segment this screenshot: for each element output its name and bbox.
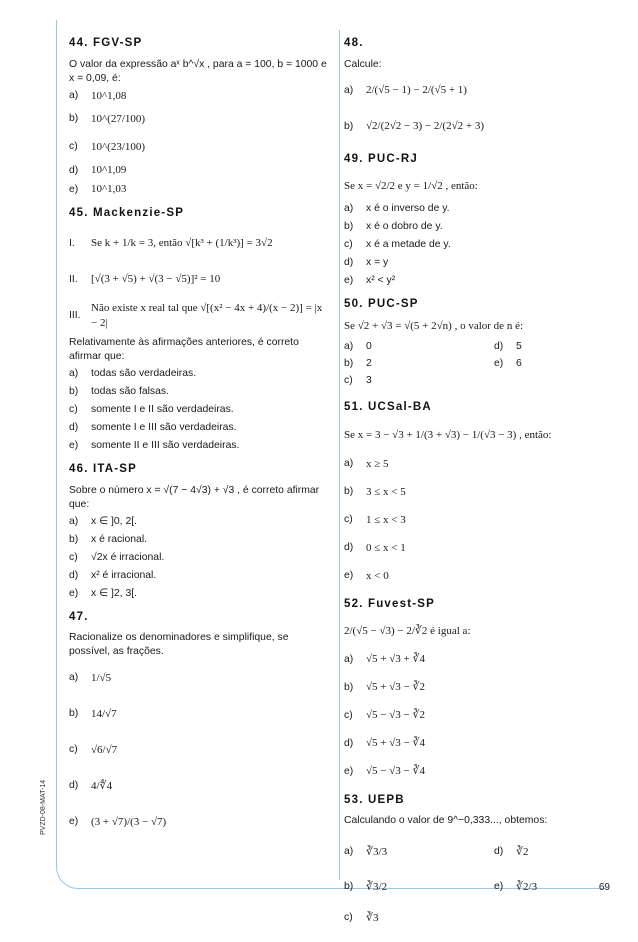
question-52: [344, 597, 596, 784]
option: b) todas são falsas.: [69, 385, 169, 397]
question-title: 51. UCSal-BA: [344, 400, 432, 413]
option: a) 2/(√5 − 1) − 2/(√5 + 1): [344, 84, 467, 97]
option: e) x² < y²: [344, 275, 396, 287]
question-46: [69, 462, 331, 601]
option: c) ∛3: [344, 911, 379, 924]
question-stem: Calculando o valor de 9^−0,333..., obtemos:: [344, 815, 548, 827]
question-title: 50. PUC-SP: [344, 298, 419, 311]
option: d) 0 ≤ x < 1: [344, 541, 406, 554]
question-45: [69, 206, 331, 453]
option: e) ∛2/3: [494, 880, 538, 893]
question-title: 53. UEPB: [344, 793, 405, 806]
column-divider: [339, 30, 340, 880]
option: e) x ∈ ]2, 3[.: [69, 587, 138, 599]
statement-item: III. Não existe x real tal que √[(x² − 4x + 4)/(x − 2)] = |x − 2|: [69, 301, 323, 329]
option: b) x é o dobro de y.: [344, 221, 443, 233]
question-51: [344, 400, 596, 589]
question-53: [344, 793, 596, 934]
option: d) somente I e III são verdadeiras.: [69, 421, 237, 433]
question-stem: Se x = √2/2 e y = 1/√2 , então:: [344, 179, 478, 192]
question-49: [344, 152, 596, 289]
question-44: [69, 36, 331, 197]
question-prompt: Relativamente às afirmações anteriores, é correto afirmar que:: [69, 336, 299, 362]
option: b) x é racional.: [69, 533, 148, 545]
option: b) 14/√7: [69, 708, 117, 721]
option: d) x² é irracional.: [69, 569, 157, 581]
options-grid: [344, 340, 596, 391]
page-number: 69: [598, 882, 610, 893]
question-47: [69, 610, 331, 839]
option: d) 4/∜4: [69, 780, 113, 793]
option: a) √5 + √3 + ∛4: [344, 653, 425, 666]
option: a) todas são verdadeiras.: [69, 367, 197, 379]
option: e) x < 0: [344, 569, 389, 582]
option: b) √2/(2√2 − 3) − 2/(2√2 + 3): [344, 120, 484, 133]
question-title: 45. Mackenzie-SP: [69, 207, 185, 220]
question-stem: O valor da expressão aˣ b^√x , para a = 100, b = 1000 e x = 0,09, é:: [69, 58, 327, 84]
option: e) (3 + √7)/(3 − √7): [69, 816, 167, 829]
question-stem: Sobre o número x = √(7 − 4√3) + √3 , é correto afirmar que:: [69, 484, 320, 510]
option: b) ∛3/2: [344, 880, 388, 893]
option: c) 10^(23/100): [69, 141, 146, 154]
option: d) √5 + √3 − ∛4: [344, 737, 425, 750]
option: b) 10^(27/100): [69, 113, 146, 126]
right-column: [344, 36, 596, 942]
option: a) 0: [344, 340, 372, 352]
option: d) x = y: [344, 257, 389, 269]
option: a) x ≥ 5: [344, 457, 389, 470]
statement-item: II. [√(3 + √5) + √(3 − √5)]² = 10: [69, 273, 221, 286]
option: e) 10^1,03: [69, 183, 127, 196]
option: a) x ∈ ]0, 2[.: [69, 515, 138, 527]
option: d) 5: [494, 340, 522, 352]
question-title: 46. ITA-SP: [69, 462, 138, 475]
option: a) ∛3/3: [344, 845, 388, 858]
option: c) √5 − √3 − ∛2: [344, 709, 425, 722]
question-stem: Calcule:: [344, 58, 382, 70]
options-grid: [344, 836, 596, 933]
question-title: 47.: [69, 610, 89, 623]
option: b) 2: [344, 357, 372, 369]
option: b) √5 + √3 − ∛2: [344, 681, 425, 694]
option: c) x é a metade de y.: [344, 239, 451, 251]
option: b) 3 ≤ x < 5: [344, 485, 406, 498]
question-50: [344, 297, 596, 391]
option: c) √6/√7: [69, 744, 118, 757]
question-stem: Se x = 3 − √3 + 1/(3 + √3) − 1/(√3 − 3) , então:: [344, 428, 552, 441]
question-title: 44. FGV-SP: [69, 37, 143, 49]
option: a) 1/√5: [69, 672, 112, 685]
option: d) 10^1,09: [69, 164, 127, 177]
question-title: 48.: [344, 37, 364, 49]
question-title: 49. PUC-RJ: [344, 152, 418, 165]
statement-item: I. Se k + 1/k = 3, então √[k³ + (1/k³)] = 3√2: [69, 237, 273, 250]
option: c) 3: [344, 374, 372, 386]
option: d) ∛2: [494, 845, 529, 858]
option: c) 1 ≤ x < 3: [344, 513, 406, 526]
option: a) x é o inverso de y.: [344, 203, 450, 215]
option: c) √2x é irracional.: [69, 551, 165, 563]
side-code: PVZD-08-MAT-14: [40, 779, 47, 835]
option: c) somente I e II são verdadeiras.: [69, 403, 234, 415]
option: a) 10^1,08: [69, 89, 127, 102]
question-stem: 2/(√5 − √3) − 2/∛2 é igual a:: [344, 625, 471, 638]
option: e) √5 − √3 − ∛4: [344, 765, 425, 778]
left-column: [69, 36, 331, 847]
question-48: [344, 36, 596, 143]
option: e) 6: [494, 357, 522, 369]
question-title: 52. Fuvest-SP: [344, 598, 436, 611]
question-stem: Racionalize os denominadores e simplifique, se possível, as frações.: [69, 632, 289, 658]
option: e) somente II e III são verdadeiras.: [69, 439, 240, 451]
question-stem: Se √2 + √3 = √(5 + 2√n) , o valor de n é:: [344, 319, 524, 332]
